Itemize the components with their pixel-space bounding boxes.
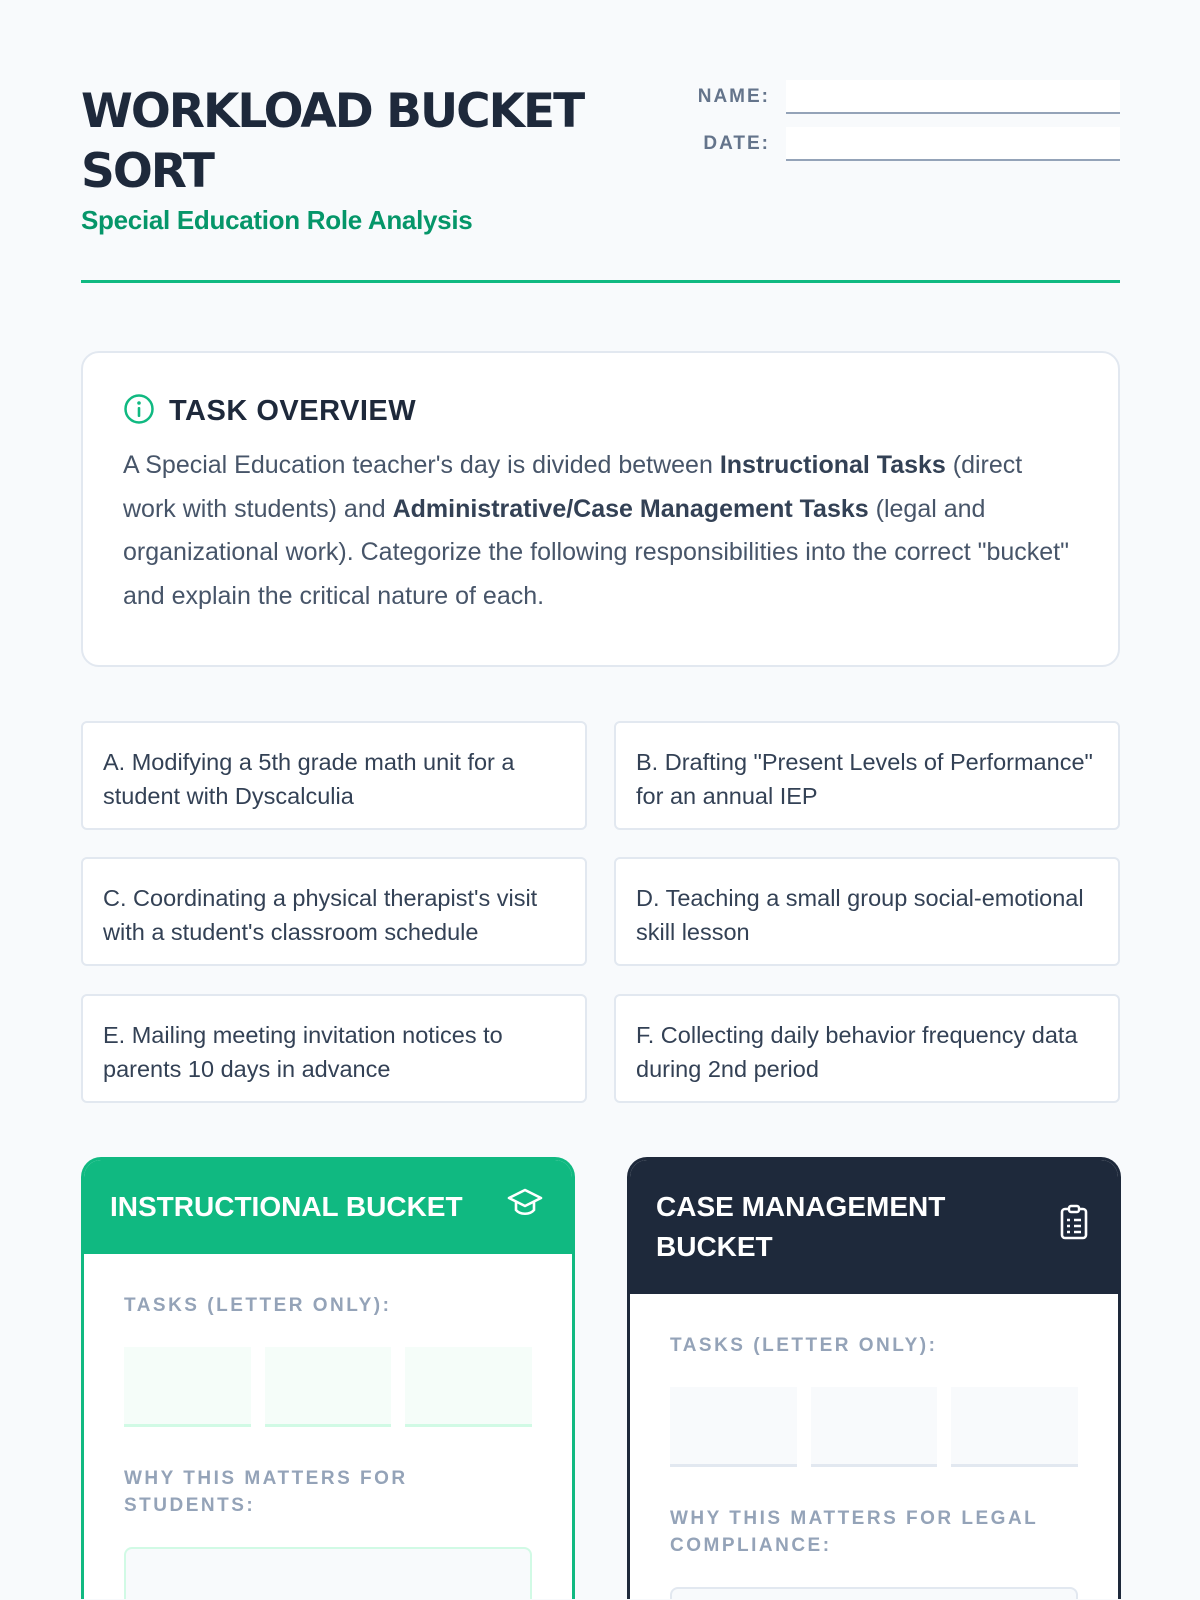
task-card-d: D. Teaching a small group social-emotional skill lesson — [614, 857, 1120, 966]
task-card-e: E. Mailing meeting invitation notices to parents 10 days in advance — [81, 994, 587, 1103]
tasks-label: TASKS (LETTER ONLY): — [124, 1295, 392, 1316]
letter-input-3[interactable] — [405, 1347, 532, 1427]
letter-input-2[interactable] — [265, 1347, 392, 1427]
info-circle-icon — [123, 393, 155, 430]
task-card-b: B. Drafting "Present Levels of Performance" for an annual IEP — [614, 721, 1120, 830]
name-input[interactable] — [786, 80, 1120, 114]
overview-heading: TASK OVERVIEW — [169, 395, 417, 427]
letter-input-1[interactable] — [124, 1347, 251, 1427]
case-management-bucket-header — [630, 1160, 1118, 1294]
name-label: NAME: — [697, 86, 770, 107]
why-input[interactable] — [124, 1547, 532, 1599]
date-field — [690, 126, 1120, 162]
task-card-c: C. Coordinating a physical therapist's visit with a student's classroom schedule — [81, 857, 587, 966]
overview-text: A Special Education teacher's day is divided between Instructional Tasks (direct work with students) and Administrative/Case Management Tasks (legal and organizational work). Categorize the following responsibilities into the correct "bucket" and explain the critical nature of each. — [123, 451, 1069, 610]
case-management-bucket — [627, 1157, 1121, 1599]
page-title: WORKLOAD BUCKET SORT — [81, 84, 584, 199]
date-label: DATE: — [703, 133, 770, 154]
letter-input-3[interactable] — [951, 1387, 1078, 1467]
why-label: WHY THIS MATTERS FOR LEGAL COMPLIANCE: — [670, 1508, 1038, 1556]
instructional-bucket — [81, 1157, 575, 1599]
date-input[interactable] — [786, 127, 1120, 161]
task-overview-card — [81, 351, 1120, 667]
instructional-bucket-header — [84, 1160, 572, 1254]
letter-input-1[interactable] — [670, 1387, 797, 1467]
page-subtitle: Special Education Role Analysis — [81, 205, 473, 235]
graduation-cap-icon — [506, 1185, 544, 1230]
why-label: WHY THIS MATTERS FOR STUDENTS: — [124, 1468, 408, 1516]
task-card-a: A. Modifying a 5th grade math unit for a student with Dyscalculia — [81, 721, 587, 830]
header-divider — [81, 280, 1120, 283]
task-card-f: F. Collecting daily behavior frequency data during 2nd period — [614, 994, 1120, 1103]
letter-input-2[interactable] — [811, 1387, 938, 1467]
name-field — [690, 79, 1120, 115]
tasks-label: TASKS (LETTER ONLY): — [670, 1335, 938, 1356]
clipboard-list-icon — [1058, 1203, 1090, 1252]
why-input[interactable] — [670, 1587, 1078, 1599]
bucket-title: INSTRUCTIONAL BUCKET — [110, 1191, 463, 1222]
bucket-title: CASE MANAGEMENT BUCKET — [656, 1191, 946, 1262]
